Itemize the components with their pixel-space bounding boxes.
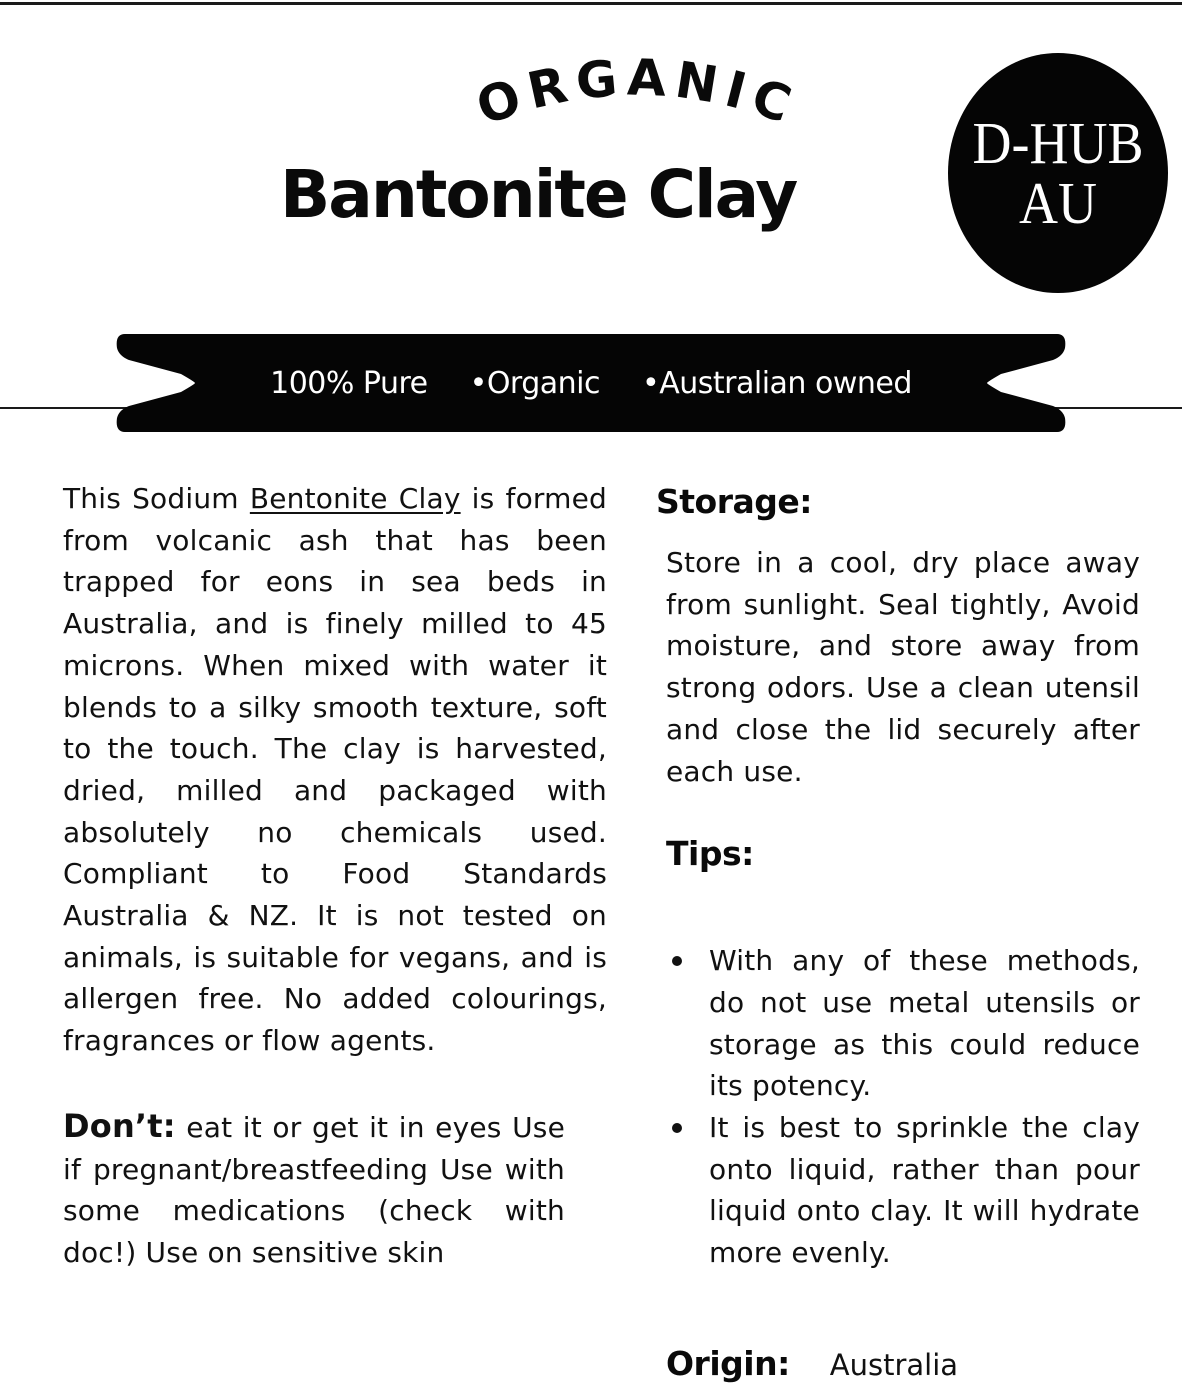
- description-prefix: This Sodium: [63, 482, 250, 515]
- banner-rule-left: [0, 407, 130, 409]
- feature-australian-owned: •Australian owned: [642, 365, 912, 401]
- badge-line-2: AU: [1019, 170, 1097, 236]
- features-ribbon: [115, 334, 1067, 432]
- bentonite-clay-link[interactable]: Bentonite Clay: [249, 482, 461, 515]
- dont-label: Don’t:: [63, 1106, 176, 1145]
- product-title: Bantonite Clay: [280, 156, 797, 233]
- warnings-section: [63, 1106, 565, 1274]
- banner-rule-right: [1050, 407, 1182, 409]
- origin-value: Australia: [829, 1347, 959, 1382]
- badge-line-1: D-HUB: [972, 110, 1144, 176]
- svg-text:ORGANIC: [469, 48, 805, 136]
- storage-text: Store in a cool, dry place away from sunlight. Seal tightly, Avoid moisture, and store away from strong odors. Use a clean utensil and close the lid securely after each use.: [666, 546, 1140, 788]
- tip-item: With any of these methods, do not use metal utensils or storage as this could reduce its potency.: [666, 940, 1140, 1107]
- storage-heading: Storage:: [656, 482, 812, 521]
- feature-organic: •Organic: [469, 365, 601, 401]
- info-column: [656, 478, 1140, 1388]
- brand-badge: [948, 53, 1168, 293]
- origin-label: Origin:: [666, 1343, 790, 1383]
- feature-pure: 100% Pure: [270, 365, 428, 401]
- kicker-text: ORGANIC: [469, 48, 806, 137]
- tip-item: It is best to sprinkle the clay onto liquid, rather than pour liquid onto clay. It will hydrate more evenly.: [666, 1107, 1140, 1274]
- description-column: [63, 478, 607, 1274]
- description-body: is formed from volcanic ash that has been trapped for eons in sea beds in Australia, and is finely milled to 45 microns. When mixed with water it blends to a silky smooth texture, soft to the touch. The clay is harvested, dried, milled and packaged with absolutely no chemicals used. Compliant to Food Standards Australia & NZ. It is not tested on animals, is suitable for vegans, and is allergen free. No added colourings, fragrances or flow agents.: [63, 482, 608, 1058]
- product-description: [63, 478, 607, 1062]
- dont-text: eat it or get it in eyes Use if pregnant/breastfeeding Use with some medications (check with doc!) Use on sensitive skin: [63, 1110, 565, 1269]
- tips-list: [666, 940, 1140, 1274]
- tips-heading: Tips:: [666, 834, 754, 874]
- origin-row: [666, 1340, 1140, 1388]
